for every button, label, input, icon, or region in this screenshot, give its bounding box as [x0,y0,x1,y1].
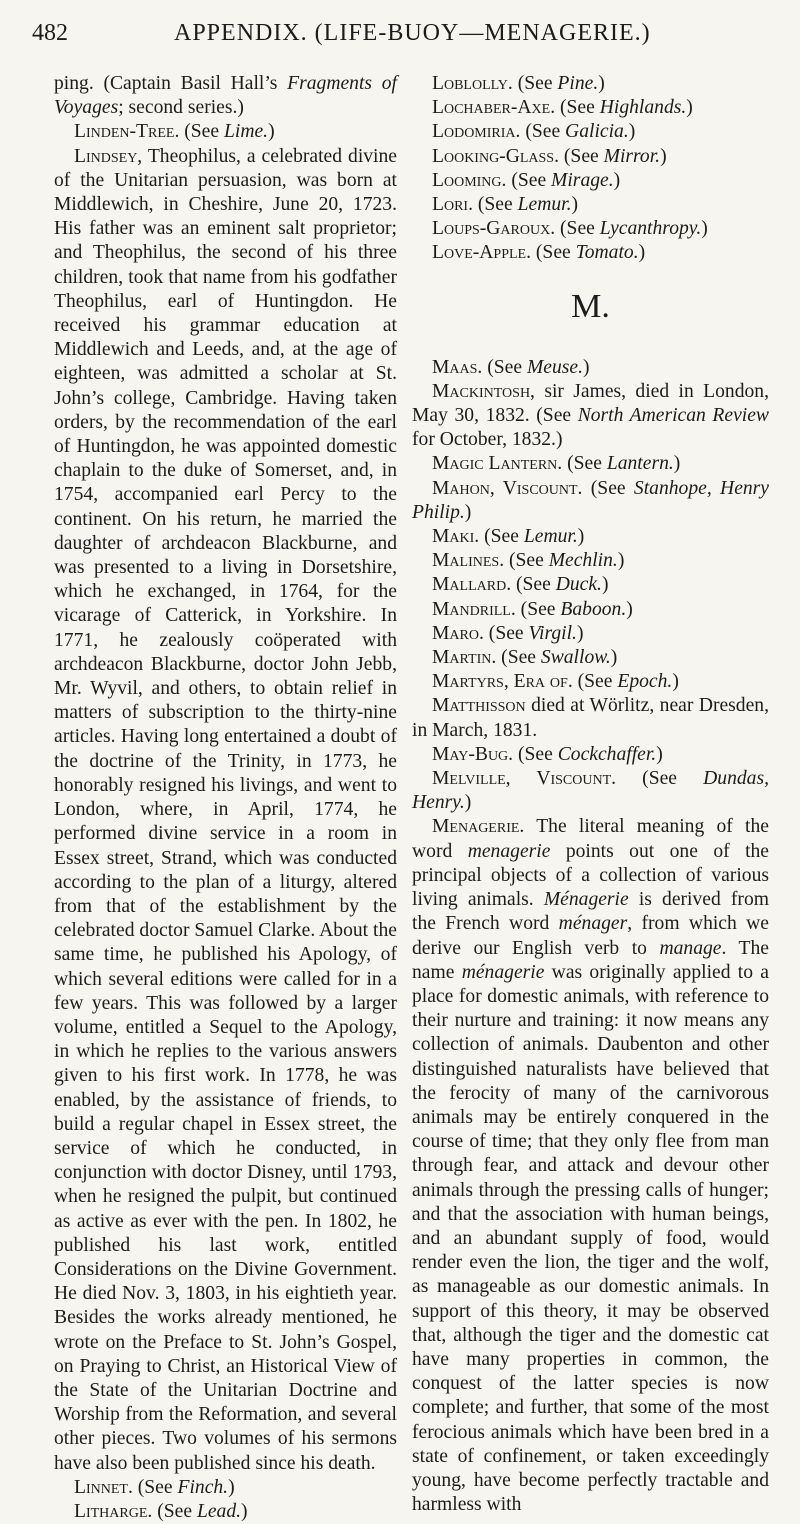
entry-headword: Malines. [432,550,505,572]
cross-reference: Lemur. [523,526,578,548]
entry-text: ping. (Captain Basil Hall’s [54,73,288,94]
entry-text: ) [601,574,609,596]
entry-headword: Linnet. [74,1476,133,1498]
entry-headword: May-Bug. [432,743,514,765]
italic-term: Ménagerie [543,889,629,911]
entry-text: is derived from the French word [412,889,769,935]
entry-headword: Mandrill. [432,598,516,620]
entry-text: (See [559,145,604,167]
cross-reference: Lycanthropy. [599,218,702,240]
cross-reference: Meuse. [526,356,583,378]
entry-melville [412,767,769,815]
cross-reference: Tomato. [575,242,639,264]
entry-litharge [54,1500,397,1524]
entry-headword: Looking-Glass. [432,145,559,167]
entry-mandrill [412,598,769,622]
entry-maro [412,622,769,646]
cross-reference: Pine. [557,73,599,94]
entry-text: ) [241,1500,248,1522]
entry-text: (See [506,169,552,191]
entry-text: (See [179,121,224,143]
entry-lochaber-axe [412,96,769,120]
cross-reference: North American Review [577,405,769,427]
entry-text: ) [626,598,633,620]
entry-linden-tree [54,120,397,144]
entry-text: (See [512,73,558,94]
cross-reference: Mirage. [551,169,614,191]
cross-reference: Galicia. [565,121,629,143]
entry-body: died at Wörlitz, near Dresden, in March, 1831. [412,695,769,741]
entry-text: ; second series.) [118,97,244,119]
entry-headword: Menagerie. [432,816,525,838]
entry-text: ) [656,743,663,765]
cross-reference: Highlands. [599,97,687,119]
entry-headword: Maas. [432,356,483,378]
right-column [412,72,769,1517]
entry-headword: Matthisson [432,695,526,717]
entry-text: ) [598,73,605,94]
entry-martin [412,646,769,670]
entry-looking-glass [412,145,769,169]
entry-headword: Lochaber-Axe. [432,97,556,119]
cross-reference: Lead. [196,1500,242,1522]
entry-text: ) [571,194,579,216]
entry-headword: Loups-Garoux. [432,218,556,240]
entry-text: points out one of the principal objects of a collection of various living animals. [412,840,770,911]
entry-text: ) [638,242,646,264]
cross-reference: Finch. [177,1476,229,1498]
entry-text: ) [577,526,585,548]
entry-text: (See [132,1476,178,1498]
page-number: 482 [32,20,68,46]
entry-text: sir James, died in London, May 30, 1832. (See [412,380,769,427]
entry-lodomiria [412,120,769,144]
entry-continuation [54,72,397,120]
entry-text: ) [464,501,472,523]
entry-text: (See [504,550,549,572]
entry-text: (See [531,242,576,264]
entry-love-apple [412,241,769,265]
entry-text: (See [483,622,529,644]
entry-text: (See [520,121,566,143]
entry-loblolly [412,72,769,96]
entry-text: ) [583,356,590,378]
entry-text: (See [152,1500,197,1522]
italic-term: ménagerie [461,961,545,983]
entry-may-bug [412,743,769,767]
entry-maki [412,525,769,549]
entry-maas [412,356,769,380]
cross-reference: Swallow. [540,647,611,669]
entry-headword: Mahon, Viscount. [432,477,583,499]
entry-malines [412,549,769,573]
entry-headword: Lori. [432,194,473,216]
entry-headword: Mackintosh, [432,380,535,402]
cross-reference: Mechlin. [548,550,618,572]
entry-headword: Linden-Tree. [74,121,180,143]
entry-text: (See [479,526,524,548]
cross-reference: Lantern. [606,453,674,475]
entry-text: , from which we derive our English verb to [412,913,769,959]
entry-text: . The name [412,937,769,983]
entry-mahon [412,477,769,525]
entry-headword: Love-Apple. [432,242,531,264]
cross-reference: Lemur. [517,194,572,216]
entry-headword: Melville, Viscount. [432,768,617,790]
entry-text: (See [616,768,704,790]
entry-text: (See [482,356,527,378]
entry-lindsey [54,145,397,1476]
entry-text: (See [562,453,607,475]
left-column [54,72,397,1524]
italic-term: ménager [558,913,628,935]
entry-text: ) [686,97,693,119]
entry-text: ) [228,1476,235,1498]
page-header [0,16,800,56]
entry-text: was originally applied to a place for domestic animals, with reference to their nurture and training: it now means any collection of animals. Daubenton and other distinguished naturalists have believed that the ferocity of many of the carnivorous animals may be entirely conquered in the course of time; that they only flee from man through fear, and attack and devour other animals through the pressing calls of hunger; and that the association with human beings, and an abundant supply of food, would render even the lion, the tiger and the wolf, as manageable as our domestic animals. In support of this theory, it may be observed that, although the tiger and the domestic cat have many properties in common, the conquest of the latter species is now complete; and further, that some of the most ferocious animals which have been bred in a state of confinement, or taken exceedingly young, have become perfectly tractable and harmless with [412,961,769,1516]
entry-text: ) [610,647,618,669]
cross-reference: Mirror. [603,145,661,167]
entry-text: (See [555,218,600,240]
entry-text: ) [268,121,275,143]
entry-headword: Mallard. [432,574,512,596]
entry-text: ) [628,121,636,143]
entry-magic-lantern [412,452,769,476]
entry-body: Theophilus, a celebrated divine of the Unitarian persuasion, was born at Middlewich, in Cheshire, June 20, 1723. His father was an eminent salt proprietor; and Theophilus, the second of his three children, took that name from his godfather Theophilus, earl of Huntingdon. He received his grammar education at Middlewich and Leeds, and, at the age of eighteen, was admitted a scholar at St. John’s college, Cambridge. Having taken orders, by the recommendation of the earl of Huntingdon, he was appointed domestic chaplain to the duke of Somerset, and, in 1754, accompanied earl Percy to the continent. On his return, he married the daughter of archdeacon Blackburne, and was presented to a living in Dorsetshire, which he exchanged, in 1764, for the vicarage of Catterick, in Yorkshire. In 1771, he zealously coöperated with archdeacon Blackburne, doctor John Jebb, Mr. Wyvil, and others, to obtain relief in matters of subscription to the thirty-nine articles. Having long entertained a doubt of the doctrine of the Trinity, in 1773, he honorably resigned his livings, and went to London, where, in April, 1774, he performed divine service in a room in Essex street, Strand, which was conducted according to the plan of a liturgy, altered from that of the establishment by the celebrated doctor Samuel Clarke. About the same time, he published his Apology, of which several editions were called for in a few years. This was followed by a larger volume, entitled a Sequel to the Apology, in which he replies to the various answers given to his first work. In 1778, he was enabled, by the assistance of friends, to build a regular chapel in Essex street, the service of which he conducted, in conjunction with doctor Disney, until 1793, when he resigned the pulpit, but continued as active as ever with the pen. In 1802, he published his last work, entitled Considerations on the Divine Government. He died Nov. 3, 1803, in his eightieth year. Besides the works already mentioned, he wrote on the Preface to St. John’s Gospel, on Praying to Christ, an Historical View of the State of the Unitarian Doctrine and Worship from the Reformation, and several other pieces. Two volumes of his sermons have also been published since his death. [54,145,397,1474]
italic-term: menagerie [467,840,551,862]
entry-headword: Lodomiria. [432,121,521,143]
running-title: APPENDIX. (LIFE-BUOY—MENAGERIE.) [174,20,651,46]
entry-text: (See [582,477,634,499]
entry-text: (See [511,574,556,596]
entry-matthisson [412,694,769,742]
entry-text: ) [576,622,584,644]
entry-text: (See [555,97,600,119]
cross-reference: Stanhope, Henry Philip. [412,477,770,523]
italic-term: manage [659,937,722,959]
entry-martyrs-era-of [412,670,769,694]
entry-menagerie [412,815,769,1517]
entry-text: (See [472,194,518,216]
entry-text: ) [701,218,708,240]
entry-headword: Martin. [432,647,497,669]
entry-headword: Magic Lantern. [432,453,563,475]
entry-lori [412,193,769,217]
cross-reference: Dundas, Henry. [412,768,769,814]
entry-text: for October, 1832.) [412,429,563,451]
entry-looming [412,169,769,193]
entry-headword: Maki. [432,526,480,548]
cross-reference: Lime. [223,121,269,143]
entry-mallard [412,573,769,597]
book-title: Fragments of Voyages [54,73,397,119]
entry-text: (See [496,647,541,669]
entry-headword: Maro. [432,622,484,644]
entry-text: The literal meaning of the word [412,816,769,862]
section-letter: M. [571,287,610,325]
cross-reference: Duck. [555,574,602,596]
entry-text: ) [617,550,625,572]
entry-headword: Litharge. [74,1500,153,1522]
entry-text: ) [660,145,667,167]
cross-reference: Epoch. [617,671,673,693]
cross-reference: Cockchaffer. [557,743,657,765]
entry-loups-garoux [412,217,769,241]
entry-text: (See [572,671,618,693]
cross-reference: Baboon. [560,598,627,620]
entry-text: ) [464,792,472,814]
entry-linnet [54,1476,397,1500]
entry-headword: Loblolly. [432,73,513,94]
entry-text: ) [673,453,681,475]
entry-headword: Martyrs, Era of. [432,671,573,693]
entry-headword: Looming. [432,169,507,191]
entry-headword: Lindsey, [74,145,143,167]
cross-reference: Virgil. [528,622,577,644]
entry-mackintosh [412,380,769,453]
entry-text: (See [515,598,561,620]
entry-text: ) [613,169,621,191]
entry-text: ) [672,671,679,693]
entry-text: (See [513,743,558,765]
